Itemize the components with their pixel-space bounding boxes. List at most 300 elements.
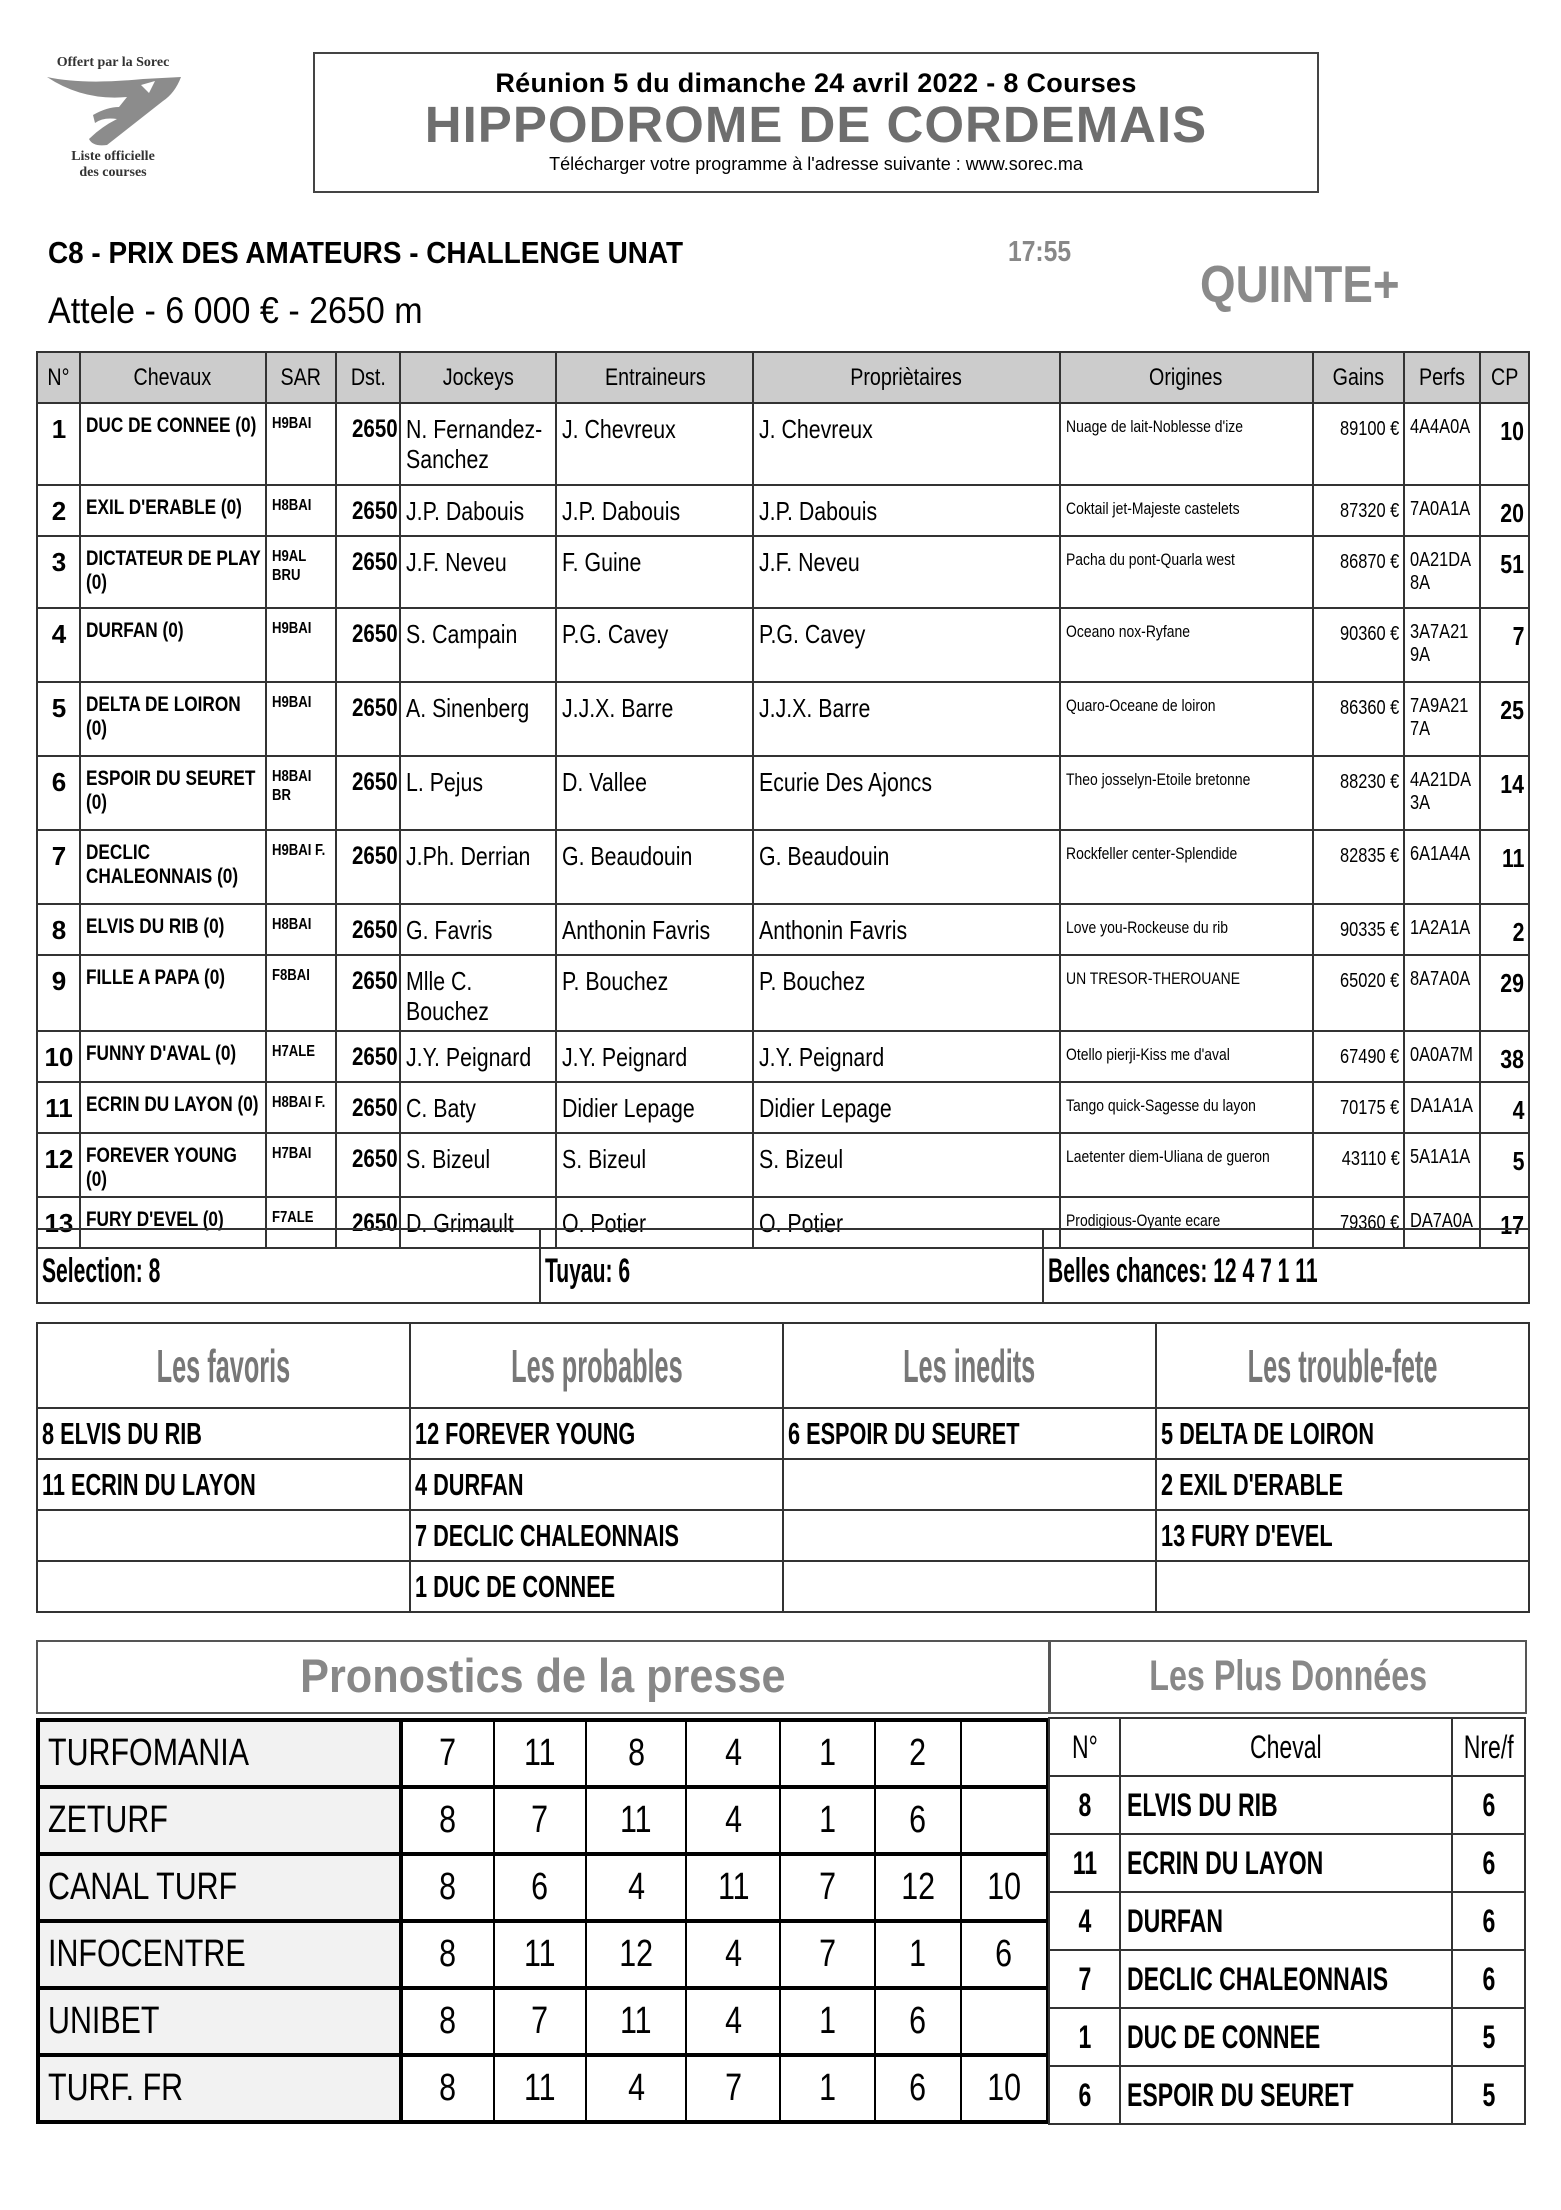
jockey-cell <box>400 756 556 830</box>
trainer: Anthonin Favris <box>562 915 711 945</box>
owner-cell <box>753 955 1059 1031</box>
gains: 87320 € <box>1340 500 1400 522</box>
origins: Nuage de lait-Noblesse d'ize <box>1065 417 1243 436</box>
pronostic-pick: 7 <box>819 1866 836 1908</box>
gains-cell <box>1313 904 1405 955</box>
owner-cell <box>753 403 1059 485</box>
horse-number: 4 <box>1078 1902 1091 1939</box>
perfs-cell <box>1404 536 1480 608</box>
gains-cell <box>1313 403 1405 485</box>
cp: 25 <box>1500 695 1524 725</box>
pronostic-pick-cell <box>586 1921 686 1988</box>
trainer-cell <box>556 1133 753 1197</box>
category-cell <box>783 1459 1156 1510</box>
pronostic-pick-cell <box>961 2055 1048 2122</box>
pick-count: 6 <box>1482 1960 1495 1997</box>
pronostic-pick: 11 <box>620 1799 652 1841</box>
runner-number: 8 <box>51 915 67 945</box>
origins: Prodigious-Oyante ecare <box>1065 1211 1220 1230</box>
runner-number: 7 <box>51 841 67 871</box>
perfs-cell <box>1404 608 1480 682</box>
jockey-cell <box>400 608 556 682</box>
download-note: Télécharger votre programme à l'adresse suivante : www.sorec.ma <box>549 154 1083 174</box>
pronostic-pick: 4 <box>724 2000 742 2042</box>
runner-row <box>37 830 1529 904</box>
pronostic-pick-cell <box>401 1854 494 1921</box>
distance-cell <box>336 1082 400 1133</box>
runner-number: 10 <box>44 1042 74 1072</box>
origins: Quaro-Oceane de loiron <box>1065 696 1216 715</box>
gains-cell <box>1313 1133 1405 1197</box>
runners-header-row <box>37 352 1529 403</box>
horse-name-cell <box>80 756 266 830</box>
horse-name-cell <box>80 608 266 682</box>
distance: 2650 <box>352 1209 398 1237</box>
selection-bar <box>36 1228 1530 1304</box>
runner-number: 12 <box>44 1144 74 1174</box>
runner-row <box>37 608 1529 682</box>
pronostic-source: INFOCENTRE <box>48 1933 246 1975</box>
pronostic-pick-cell <box>586 1988 686 2055</box>
gains-cell <box>1313 1082 1405 1133</box>
cp: 38 <box>1500 1044 1524 1074</box>
pick-count: 6 <box>1482 1902 1495 1939</box>
horse-name: DUC DE CONNEE <box>1127 2018 1321 2055</box>
perfs: 3A7A21 9A <box>1410 621 1469 666</box>
horse-number-cell <box>1049 1950 1120 2008</box>
runner-row <box>37 1082 1529 1133</box>
gains: 43110 € <box>1341 1148 1400 1170</box>
pronostic-source-cell <box>38 1988 401 2055</box>
cp-cell <box>1480 756 1529 830</box>
belles-chances-cell <box>1044 1230 1528 1302</box>
trainer-cell <box>556 403 753 485</box>
distance: 2650 <box>352 1094 398 1122</box>
cp: 5 <box>1512 1146 1524 1176</box>
pronostic-pick-cell <box>961 1720 1048 1787</box>
origins: Oceano nox-Ryfane <box>1065 622 1190 641</box>
pronostic-pick-cell <box>780 1787 874 1854</box>
pronostic-pick-cell <box>686 1988 780 2055</box>
category-header <box>410 1323 783 1408</box>
column-header-label: Gains <box>1332 363 1385 391</box>
trainer: S. Bizeul <box>562 1144 647 1174</box>
pick-count: 5 <box>1482 2076 1495 2113</box>
pronostic-pick: 10 <box>986 2067 1021 2109</box>
pronostic-pick-cell <box>401 1921 494 1988</box>
gains: 79360 € <box>1340 1212 1400 1234</box>
trainer-cell <box>556 536 753 608</box>
owner: P. Bouchez <box>759 966 866 996</box>
pronostic-pick-cell <box>875 2055 961 2122</box>
cp: 29 <box>1500 968 1524 998</box>
distance-cell <box>336 904 400 955</box>
cp: 20 <box>1500 498 1524 528</box>
gains: 88230 € <box>1340 771 1400 793</box>
jockey-cell <box>400 536 556 608</box>
horse-name: ECRIN DU LAYON <box>1127 1844 1324 1881</box>
perfs-cell <box>1404 1082 1480 1133</box>
runner-number-cell <box>37 1082 80 1133</box>
trainer: Didier Lepage <box>562 1093 696 1123</box>
distance: 2650 <box>352 842 398 870</box>
perfs: 8A7A0A <box>1410 968 1471 990</box>
pronostic-pick-cell <box>875 1720 961 1787</box>
sar: H9BAI <box>271 620 311 637</box>
jockey-cell <box>400 682 556 756</box>
jockey: J.F. Neveu <box>406 547 508 577</box>
perfs: 0A21DA 8A <box>1410 549 1471 594</box>
owner: Didier Lepage <box>759 1093 893 1123</box>
owner-cell <box>753 536 1059 608</box>
logo-bottom-text-2: des courses <box>79 165 147 180</box>
horse-name: FUNNY D'AVAL (0) <box>85 1042 237 1065</box>
pronostic-pick: 11 <box>524 1732 556 1774</box>
trainer: J.P. Dabouis <box>562 496 681 526</box>
pronostic-pick: 10 <box>986 1866 1021 1908</box>
cp: 10 <box>1500 416 1524 446</box>
horse-name-cell <box>1120 2008 1452 2066</box>
category-horse: 7 DECLIC CHALEONNAIS <box>415 1517 680 1553</box>
pronostic-source: TURF. FR <box>48 2067 184 2109</box>
category-header-label: Les probables <box>510 1339 683 1392</box>
pronostic-pick-cell <box>780 1720 874 1787</box>
runner-number: 5 <box>51 693 67 723</box>
pronostic-pick: 1 <box>819 1732 836 1774</box>
runner-number-cell <box>37 536 80 608</box>
pronostic-pick: 12 <box>619 1933 654 1975</box>
origins: Rockfeller center-Splendide <box>1065 844 1237 863</box>
pronostic-pick: 7 <box>819 1933 836 1975</box>
jockey: Mlle C. Bouchez <box>406 966 490 1026</box>
cp-cell <box>1480 1133 1529 1197</box>
pronostic-pick: 7 <box>531 1799 549 1841</box>
pronostic-pick-cell <box>780 1854 874 1921</box>
pronostic-pick: 8 <box>439 1933 457 1975</box>
category-cell <box>410 1561 783 1612</box>
plus-donnees-row <box>1049 1950 1525 2008</box>
perfs-cell <box>1404 830 1480 904</box>
gains: 90335 € <box>1340 919 1400 941</box>
horse-name: FOREVER YOUNG (0) <box>85 1144 237 1191</box>
perfs: 6A1A4A <box>1410 843 1471 865</box>
column-header <box>336 352 400 403</box>
perfs: 0A0A7M <box>1410 1044 1474 1066</box>
column-header <box>1480 352 1529 403</box>
category-header-label: Les inedits <box>903 1339 1036 1392</box>
trainer-cell <box>556 1082 753 1133</box>
pronostic-row <box>38 1854 1048 1921</box>
pronostic-row <box>38 1921 1048 1988</box>
perfs: 1A2A1A <box>1410 917 1471 939</box>
pick-count-cell <box>1452 1892 1525 1950</box>
runner-number: 4 <box>51 619 67 649</box>
horse-name: DUC DE CONNEE (0) <box>85 414 257 437</box>
pronostic-source-cell <box>38 1787 401 1854</box>
pronostic-pick: 8 <box>439 1866 457 1908</box>
horse-name: DECLIC CHALEONNAIS (0) <box>85 841 238 888</box>
pick-count-cell <box>1452 1776 1525 1834</box>
horse-name-cell <box>1120 2066 1452 2124</box>
pronostic-pick: 12 <box>900 1866 935 1908</box>
category-cell <box>783 1510 1156 1561</box>
pronostic-pick: 1 <box>909 1933 927 1975</box>
gains: 70175 € <box>1340 1097 1400 1119</box>
distance-cell <box>336 536 400 608</box>
plus-donnees-column-header <box>1452 1718 1525 1776</box>
perfs-cell <box>1404 1031 1480 1082</box>
pronostic-pick-cell <box>961 1988 1048 2055</box>
runner-row <box>37 904 1529 955</box>
column-header-label: Dst. <box>350 363 386 391</box>
pronostic-pick: 11 <box>524 2067 556 2109</box>
pronostic-pick: 6 <box>909 1799 927 1841</box>
pronostic-pick-cell <box>494 1988 586 2055</box>
horse-name-cell <box>80 682 266 756</box>
categories-header-row <box>37 1323 1529 1408</box>
trainer-cell <box>556 904 753 955</box>
pronostic-pick-cell <box>686 1854 780 1921</box>
horse-number-cell <box>1049 1776 1120 1834</box>
plus-donnees-title-box <box>1049 1640 1527 1714</box>
category-cell <box>37 1561 410 1612</box>
category-horse: 4 DURFAN <box>415 1466 524 1502</box>
category-header <box>1156 1323 1529 1408</box>
pronostic-pick: 6 <box>909 2000 927 2042</box>
trainer-cell <box>556 485 753 536</box>
perfs-cell <box>1404 1133 1480 1197</box>
distance: 2650 <box>352 967 398 995</box>
pronostic-pick: 6 <box>909 2067 927 2109</box>
origins-cell <box>1060 485 1313 536</box>
race-subtitle: Attele - 6 000 € - 2650 m <box>48 290 423 331</box>
runner-row <box>37 485 1529 536</box>
trainer: P.G. Cavey <box>562 619 669 649</box>
column-header <box>400 352 556 403</box>
jockey: L. Pejus <box>406 767 484 797</box>
cp-cell <box>1480 682 1529 756</box>
distance-cell <box>336 1133 400 1197</box>
column-header <box>1313 352 1405 403</box>
distance-cell <box>336 485 400 536</box>
sar-cell <box>266 608 336 682</box>
horse-number: 11 <box>1072 1844 1097 1881</box>
pronostic-pick: 11 <box>620 2000 652 2042</box>
sar: H9AL BRU <box>271 548 306 584</box>
logo-top-text: Offert par la Sorec <box>56 55 170 70</box>
owner-cell <box>753 1031 1059 1082</box>
gains: 82835 € <box>1340 845 1400 867</box>
distance: 2650 <box>352 620 398 648</box>
category-horse: 8 ELVIS DU RIB <box>42 1415 202 1451</box>
plus-donnees-row <box>1049 1776 1525 1834</box>
runner-number-cell <box>37 904 80 955</box>
pronostic-pick-cell <box>961 1921 1048 1988</box>
runner-number: 2 <box>51 496 67 526</box>
pronostic-pick: 4 <box>724 1732 742 1774</box>
pronostic-pick: 7 <box>531 2000 549 2042</box>
pronostic-pick-cell <box>494 1854 586 1921</box>
pronostic-pick-cell <box>686 1921 780 1988</box>
cp: 14 <box>1500 769 1524 799</box>
pronostic-pick-cell <box>686 2055 780 2122</box>
distance-cell <box>336 403 400 485</box>
jockey-cell <box>400 1031 556 1082</box>
distance-cell <box>336 830 400 904</box>
column-header-label: SAR <box>280 363 322 391</box>
pronostics-title-box <box>36 1640 1050 1714</box>
race-time: 17:55 <box>1008 236 1072 268</box>
jockey-cell <box>400 485 556 536</box>
trainer-cell <box>556 756 753 830</box>
distance: 2650 <box>352 1043 398 1071</box>
owner-cell <box>753 608 1059 682</box>
pronostic-pick: 8 <box>627 1732 645 1774</box>
horse-name-cell <box>80 1133 266 1197</box>
runner-number: 9 <box>51 966 67 996</box>
pronostic-pick-cell <box>686 1787 780 1854</box>
trainer: D. Vallee <box>562 767 648 797</box>
horse-name-cell <box>80 955 266 1031</box>
plus-donnees-table <box>1048 1717 1526 2125</box>
pronostic-source: TURFOMANIA <box>48 1732 249 1774</box>
column-header <box>37 352 80 403</box>
pronostic-pick: 11 <box>524 1933 556 1975</box>
pronostic-pick-cell <box>494 1787 586 1854</box>
gains: 86360 € <box>1340 697 1400 719</box>
pronostic-source-cell <box>38 2055 401 2122</box>
trainer: P. Bouchez <box>562 966 669 996</box>
runner-number: 11 <box>45 1093 73 1123</box>
horse-name: FILLE A PAPA (0) <box>85 966 225 989</box>
runner-row <box>37 756 1529 830</box>
cp-cell <box>1480 485 1529 536</box>
owner: J.Y. Peignard <box>759 1042 885 1072</box>
pick-count-cell <box>1452 2008 1525 2066</box>
jockey: J.P. Dabouis <box>406 496 525 526</box>
bet-type-badge: QUINTE+ <box>1200 256 1400 314</box>
horse-name: DELTA DE LOIRON (0) <box>85 693 241 740</box>
origins-cell <box>1060 830 1313 904</box>
owner: Anthonin Favris <box>759 915 908 945</box>
sar-cell <box>266 904 336 955</box>
jockey: C. Baty <box>406 1093 477 1123</box>
pronostic-pick: 8 <box>439 1799 457 1841</box>
distance: 2650 <box>352 916 398 944</box>
gains-cell <box>1313 485 1405 536</box>
horse-name: DURFAN <box>1127 1902 1223 1939</box>
pronostic-pick: 1 <box>819 1799 836 1841</box>
gains-cell <box>1313 756 1405 830</box>
trainer-cell <box>556 682 753 756</box>
pronostic-row <box>38 1720 1048 1787</box>
pronostic-pick-cell <box>780 2055 874 2122</box>
owner-cell <box>753 904 1059 955</box>
pronostic-pick: 11 <box>717 1866 750 1908</box>
column-header-label: Entraineurs <box>604 363 706 391</box>
origins: Laetenter diem-Uliana de gueron <box>1065 1147 1270 1166</box>
category-cell <box>410 1510 783 1561</box>
gains: 90360 € <box>1340 623 1400 645</box>
origins: Love you-Rockeuse du rib <box>1065 918 1228 937</box>
horse-number-cell <box>1049 1834 1120 1892</box>
perfs: DA1A1A <box>1410 1095 1474 1117</box>
cp: 7 <box>1512 621 1524 651</box>
sorec-logo <box>38 55 188 195</box>
origins: Pacha du pont-Quarla west <box>1065 550 1235 569</box>
category-cell <box>1156 1408 1529 1459</box>
sar-cell <box>266 485 336 536</box>
cp: 17 <box>1500 1210 1524 1240</box>
perfs: 7A0A1A <box>1410 498 1471 520</box>
horse-name-cell <box>1120 1892 1452 1950</box>
trainer-cell <box>556 608 753 682</box>
horse-name: DURFAN (0) <box>85 619 184 642</box>
column-header <box>80 352 266 403</box>
jockey: J.Y. Peignard <box>406 1042 532 1072</box>
runner-number-cell <box>37 1031 80 1082</box>
category-cell <box>1156 1510 1529 1561</box>
sar-cell <box>266 955 336 1031</box>
pronostic-pick: 4 <box>627 1866 645 1908</box>
selection-text: Selection: 8 <box>42 1252 161 1290</box>
horse-number-cell <box>1049 2008 1120 2066</box>
origins-cell <box>1060 756 1313 830</box>
horse-name-cell <box>80 403 266 485</box>
horse-name: ELVIS DU RIB <box>1127 1786 1278 1823</box>
category-cell <box>783 1408 1156 1459</box>
pronostic-pick-cell <box>961 1787 1048 1854</box>
jockey: A. Sinenberg <box>406 693 530 723</box>
cp-cell <box>1480 955 1529 1031</box>
gains: 86870 € <box>1340 551 1400 573</box>
distance-cell <box>336 608 400 682</box>
runner-row <box>37 1031 1529 1082</box>
plus-donnees-row <box>1049 2008 1525 2066</box>
category-cell <box>37 1459 410 1510</box>
category-header-label: Les trouble-fete <box>1247 1339 1438 1392</box>
category-row <box>37 1408 1529 1459</box>
meeting-header <box>313 52 1319 193</box>
owner-cell <box>753 830 1059 904</box>
trainer-cell <box>556 830 753 904</box>
plus-donnees-column-header <box>1120 1718 1452 1776</box>
tuyau-cell <box>541 1230 1044 1302</box>
perfs-cell <box>1404 756 1480 830</box>
cp: 4 <box>1512 1095 1524 1125</box>
pronostic-pick-cell <box>875 1787 961 1854</box>
pronostic-pick-cell <box>586 2055 686 2122</box>
owner-cell <box>753 682 1059 756</box>
cp-cell <box>1480 830 1529 904</box>
plus-donnees-row <box>1049 1892 1525 1950</box>
sar: H9BAI <box>271 694 311 711</box>
pronostic-pick-cell <box>494 1720 586 1787</box>
origins: Tango quick-Sagesse du layon <box>1065 1096 1256 1115</box>
meeting-info: Réunion 5 du dimanche 24 avril 2022 - 8 Courses <box>495 68 1137 98</box>
origins: UN TRESOR-THEROUANE <box>1065 969 1240 988</box>
cp-cell <box>1480 536 1529 608</box>
jockey-cell <box>400 955 556 1031</box>
categories-table <box>36 1322 1530 1613</box>
origins: Otello pierji-Kiss me d'aval <box>1065 1045 1230 1064</box>
column-header-label: N° <box>47 363 70 391</box>
horse-number: 8 <box>1078 1786 1091 1823</box>
sar: H8BAI <box>271 916 311 933</box>
trainer: G. Beaudouin <box>562 841 693 871</box>
pronostic-pick-cell <box>586 1787 686 1854</box>
jockey-cell <box>400 403 556 485</box>
